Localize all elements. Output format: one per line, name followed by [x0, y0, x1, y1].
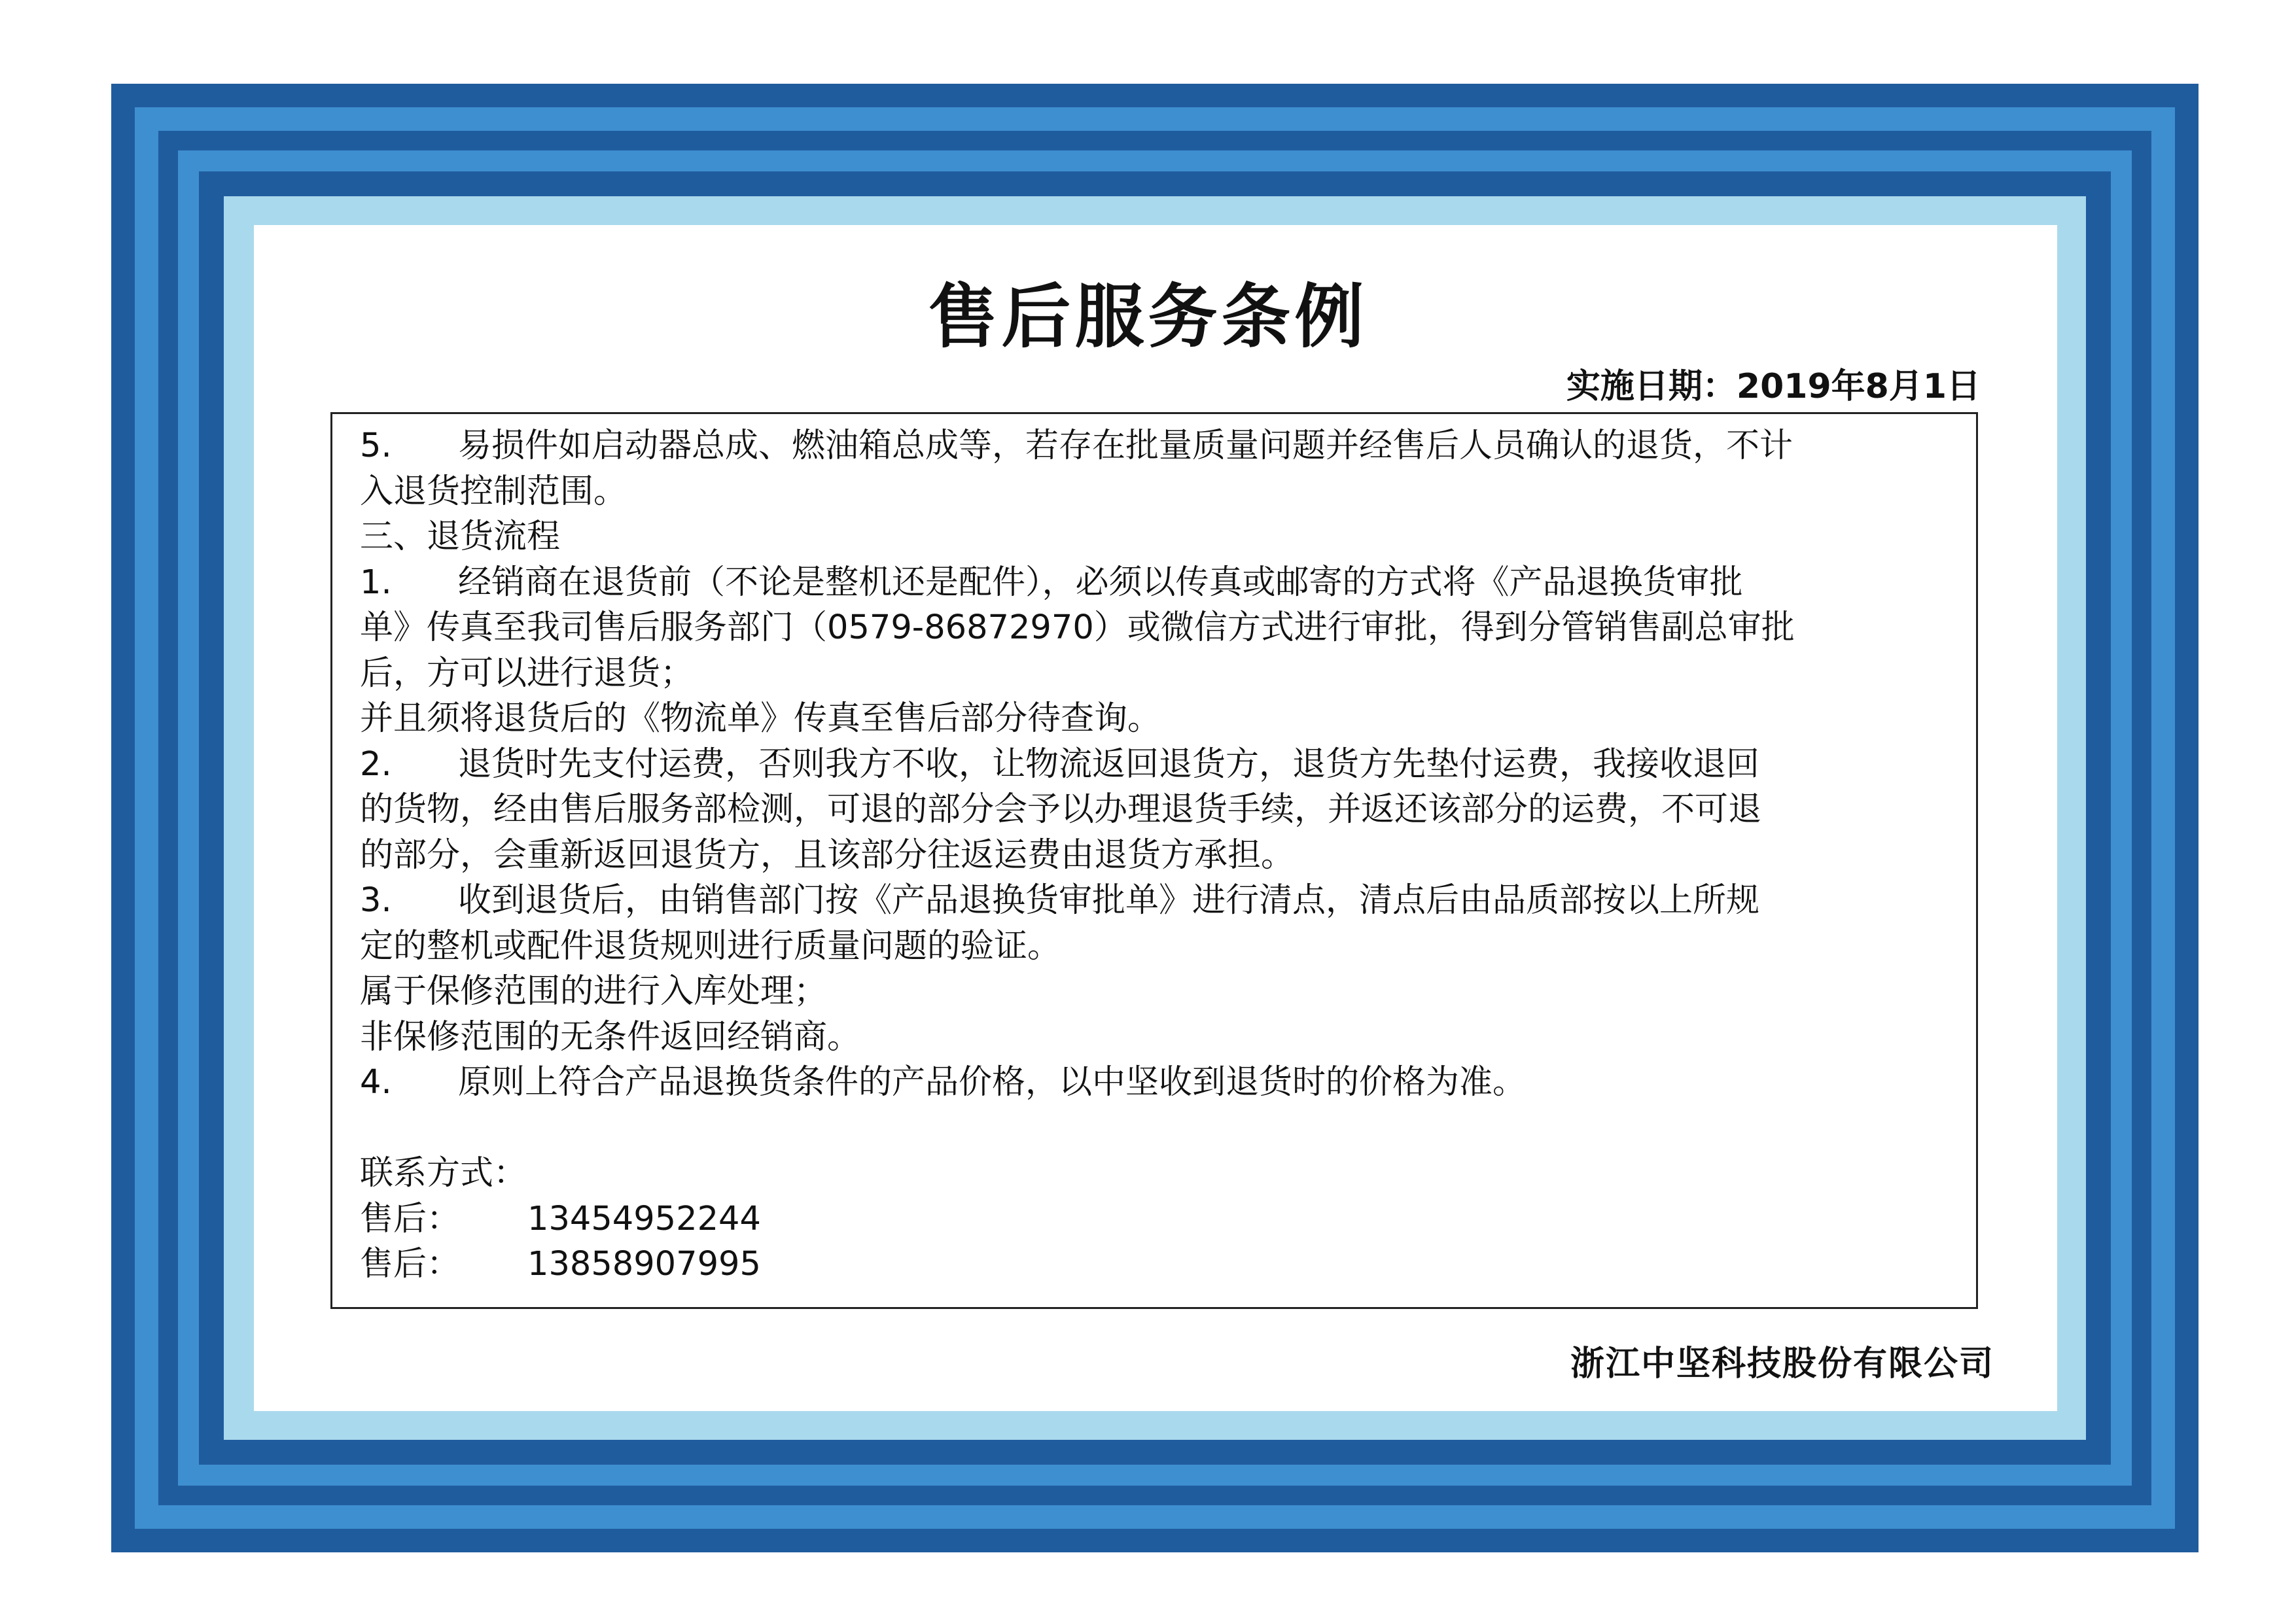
content-box	[330, 412, 1978, 1309]
step3-line3: 属于保修范围的进行入库处理；	[360, 972, 828, 1011]
step3-text1: 收到退货后，由销售部门按《产品退换货审批单》进行清点，清点后由品质部按以上所规	[458, 881, 1760, 920]
contact-heading: 联系方式：	[360, 1154, 527, 1193]
step1-line2: 单》传真至我司售后服务部门（0579-86872970）或微信方式进行审批，得到分管销售副总审批	[360, 608, 1795, 647]
step1-line4: 并且须将退货后的《物流单》传真至售后部分待查询。	[360, 699, 1161, 738]
contact-label: 售后：	[360, 1199, 461, 1238]
contact-phone: 13454952244	[527, 1199, 761, 1238]
step2-line1	[360, 742, 1956, 788]
step2-line3: 的部分，会重新返回退货方，且该部分往返运费由退货方承担。	[360, 835, 1295, 875]
contact-label: 售后：	[360, 1245, 461, 1283]
step4-text1: 原则上符合产品退换货条件的产品价格，以中坚收到退货时的价格为准。	[458, 1063, 1527, 1102]
item5-line2: 入退货控制范围。	[360, 472, 627, 511]
step4-number: 4.	[360, 1063, 392, 1102]
page-title: 售后服务条例	[928, 275, 1368, 357]
step3-number: 3.	[360, 881, 392, 920]
step4-line1	[360, 1060, 1956, 1106]
content-body	[360, 423, 1956, 1287]
step1-text1: 经销商在退货前（不论是整机还是配件），必须以传真或邮寄的方式将《产品退换货审批	[458, 563, 1743, 602]
section-heading-return-process: 三、退货流程	[360, 517, 561, 556]
step1-line3: 后，方可以进行退货；	[360, 654, 694, 693]
step3-line1	[360, 878, 1956, 924]
step1-number: 1.	[360, 563, 392, 602]
step2-line2: 的货物，经由售后服务部检测，可退的部分会予以办理退货手续，并返还该部分的运费，不可退	[360, 790, 1762, 829]
step2-text1: 退货时先支付运费，否则我方不收，让物流返回退货方，退货方先垫付运费，我接收退回	[458, 744, 1760, 784]
contact-phone: 13858907995	[527, 1245, 761, 1283]
step3-line2: 定的整机或配件退货规则进行质量问题的验证。	[360, 926, 1061, 966]
step3-line4: 非保修范围的无条件返回经销商。	[360, 1017, 861, 1056]
item5-line1	[360, 423, 1956, 469]
spacer	[360, 1106, 1956, 1151]
step1-line1	[360, 560, 1956, 606]
company-name: 浙江中坚科技股份有限公司	[1570, 1344, 1994, 1384]
item5-number: 5.	[360, 427, 392, 465]
item5-text1: 易损件如启动器总成、燃油箱总成等，若存在批量质量问题并经售后人员确认的退货，不计	[458, 427, 1793, 465]
contact-row	[360, 1242, 1956, 1287]
effective-date: 实施日期：2019年8月1日	[1566, 367, 1981, 406]
step2-number: 2.	[360, 744, 392, 784]
contact-row	[360, 1196, 1956, 1242]
